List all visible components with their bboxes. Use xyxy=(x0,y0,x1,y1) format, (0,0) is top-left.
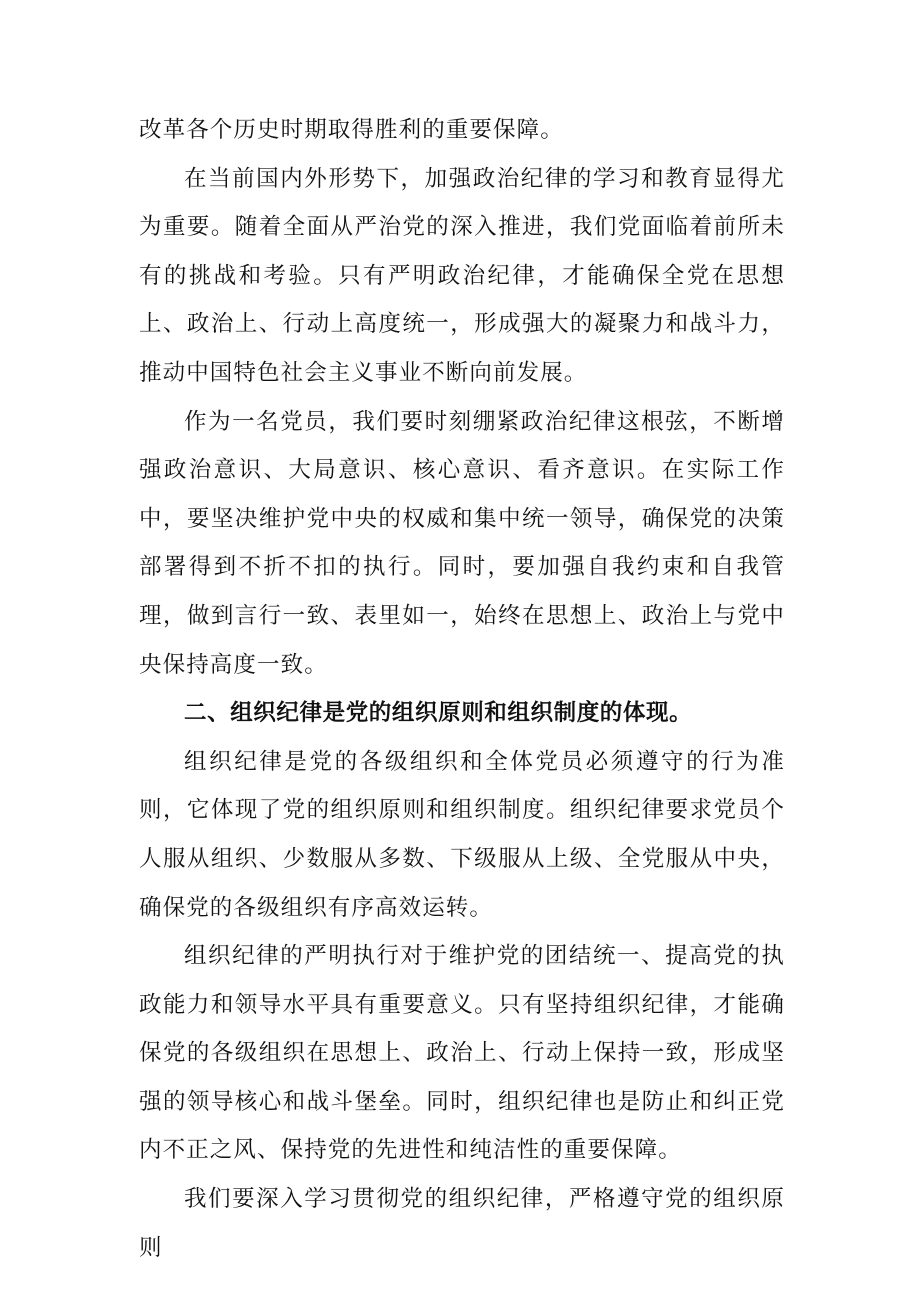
paragraph-continuation: 改革各个历史时期取得胜利的重要保障。 xyxy=(139,117,564,143)
paragraph-political-discipline-importance: 在当前国内外形势下，加强政治纪律的学习和教育显得尤为重要。随着全面从严治党的深入推进，我们党面临着前所未有的挑战和考验。只有严明政治纪律，才能确保全党在思想上、政治上、行动上高度统一，形成强大的凝聚力和战斗力，推动中国特色社会主义事业不断向前发展。 xyxy=(139,165,785,386)
paragraph-study-organizational-discipline: 我们要深入学习贯彻党的组织纪律，严格遵守党的组织原则 xyxy=(139,1186,785,1261)
paragraph-organizational-discipline-significance: 组织纪律的严明执行对于维护党的团结统一、提高党的执政能力和领导水平具有重要意义。只有坚持组织纪律，才能确保党的各级组织在思想上、政治上、行动上保持一致，形成坚强的领导核心和战斗堡垒。同时，组织纪律也是防止和纠正党内不正之风、保持党的先进性和纯洁性的重要保障。 xyxy=(139,943,785,1164)
paragraph-party-member-duty: 作为一名党员，我们要时刻绷紧政治纪律这根弦，不断增强政治意识、大局意识、核心意识、看齐意识。在实际工作中，要坚决维护党中央的权威和集中统一领导，确保党的决策部署得到不折不扣的执行。同时，要加强自我约束和自我管理，做到言行一致、表里如一，始终在思想上、政治上与党中央保持高度一致。 xyxy=(139,408,785,678)
document-body xyxy=(139,106,785,1272)
paragraph-organizational-discipline-definition: 组织纪律是党的各级组织和全体党员必须遵守的行为准则，它体现了党的组织原则和组织制度。组织纪律要求党员个人服从组织、少数服从多数、下级服从上级、全党服从中央，确保党的各级组织有序高效运转。 xyxy=(139,748,785,921)
section-heading-organizational-discipline: 二、组织纪律是党的组织原则和组织制度的体现。 xyxy=(184,700,693,727)
